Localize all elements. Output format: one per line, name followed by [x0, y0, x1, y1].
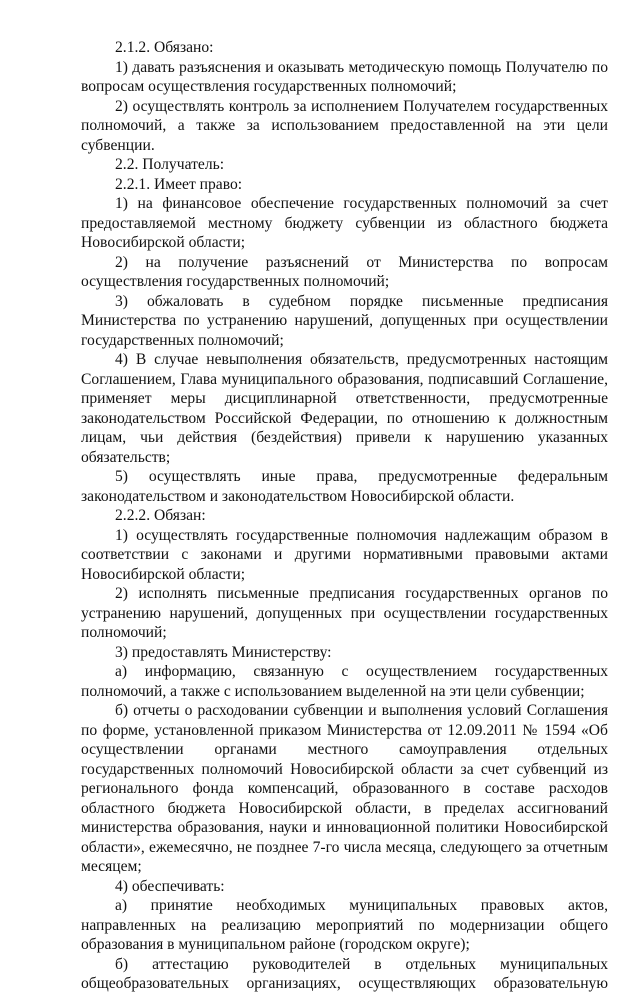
sub-list-item: а) принятие необходимых муниципальных правовых актов, направленных на реализацию мероприятий по модернизации общего образования в муниципальном районе (городском округе); [81, 897, 608, 953]
list-item: 3) предоставлять Министерству: [115, 643, 332, 661]
sub-list-item: б) отчеты о расходовании субвенции и выполнения условий Соглашения по форме, установленной приказом Министерства от 12.09.2011 № 1594 «Об осуществлении органами местного самоуправления отдельных государственных полномочий Новосибирской области за счет субвенций из регионального фонда компенсаций, образованного в составе расходов областного бюджета Новосибирской области, в пределах ассигнований министерства образования, науки и инновационной политики Новосибирской области», ежемесячно, не позднее 7-го числа месяца, следующего за отчетным месяцем; [81, 702, 608, 875]
list-item: 1) на финансовое обеспечение государственных полномочий за счет предоставляемой местному бюджету субвенции из областного бюджета Новосибирской области; [81, 195, 608, 251]
list-item: 2) исполнять письменные предписания государственных органов по устранению нарушений, допущенных при осуществлении государственных полномочий; [81, 585, 608, 641]
list-item: 1) давать разъяснения и оказывать методическую помощь Получателю по вопросам осуществления государственных полномочий; [81, 58, 608, 95]
list-item: 2) на получение разъяснений от Министерства по вопросам осуществления государственных полномочий; [81, 253, 608, 290]
sub-list-item: б) аттестацию руководителей в отдельных муниципальных общеобразовательных организациях, осуществляющих образовательную [81, 955, 608, 992]
list-item: 5) осуществлять иные права, предусмотренные федеральным законодательством и законодательством Новосибирской области. [81, 468, 608, 505]
section-heading: 2.2.1. Имеет право: [115, 175, 243, 193]
list-item: 3) обжаловать в судебном порядке письменные предписания Министерства по устранению нарушений, допущенных при осуществлении государственных полномочий; [81, 292, 608, 349]
sub-list-item: а) информацию, связанную с осуществлением государственных полномочий, а также с использованием выделенной на эти цели субвенции; [81, 663, 608, 700]
section-heading: 2.1.2. Обязано: [115, 39, 214, 56]
section-heading: 2.2.2. Обязан: [115, 507, 206, 524]
list-item: 4) В случае невыполнения обязательств, предусмотренных настоящим Соглашением, Глава муниципального образования, подписавший Соглашение, применяет меры дисциплинарной ответственности, предусмотренные законодательством Российской Федерации, по отношению к должностным лицам, чьи действия (бездействия) привели к нарушению указанных обязательств; [81, 351, 608, 466]
list-item: 2) осуществлять контроль за исполнением Получателем государственных полномочий, а также за использованием предоставленной на эти цели субвенции. [81, 97, 608, 154]
section-heading: 2.2. Получатель: [115, 156, 225, 173]
list-item: 1) осуществлять государственные полномочия надлежащим образом в соответствии с законами и другими нормативными правовыми актами Новосибирской области; [81, 526, 608, 583]
list-item: 4) обеспечивать: [115, 877, 225, 895]
